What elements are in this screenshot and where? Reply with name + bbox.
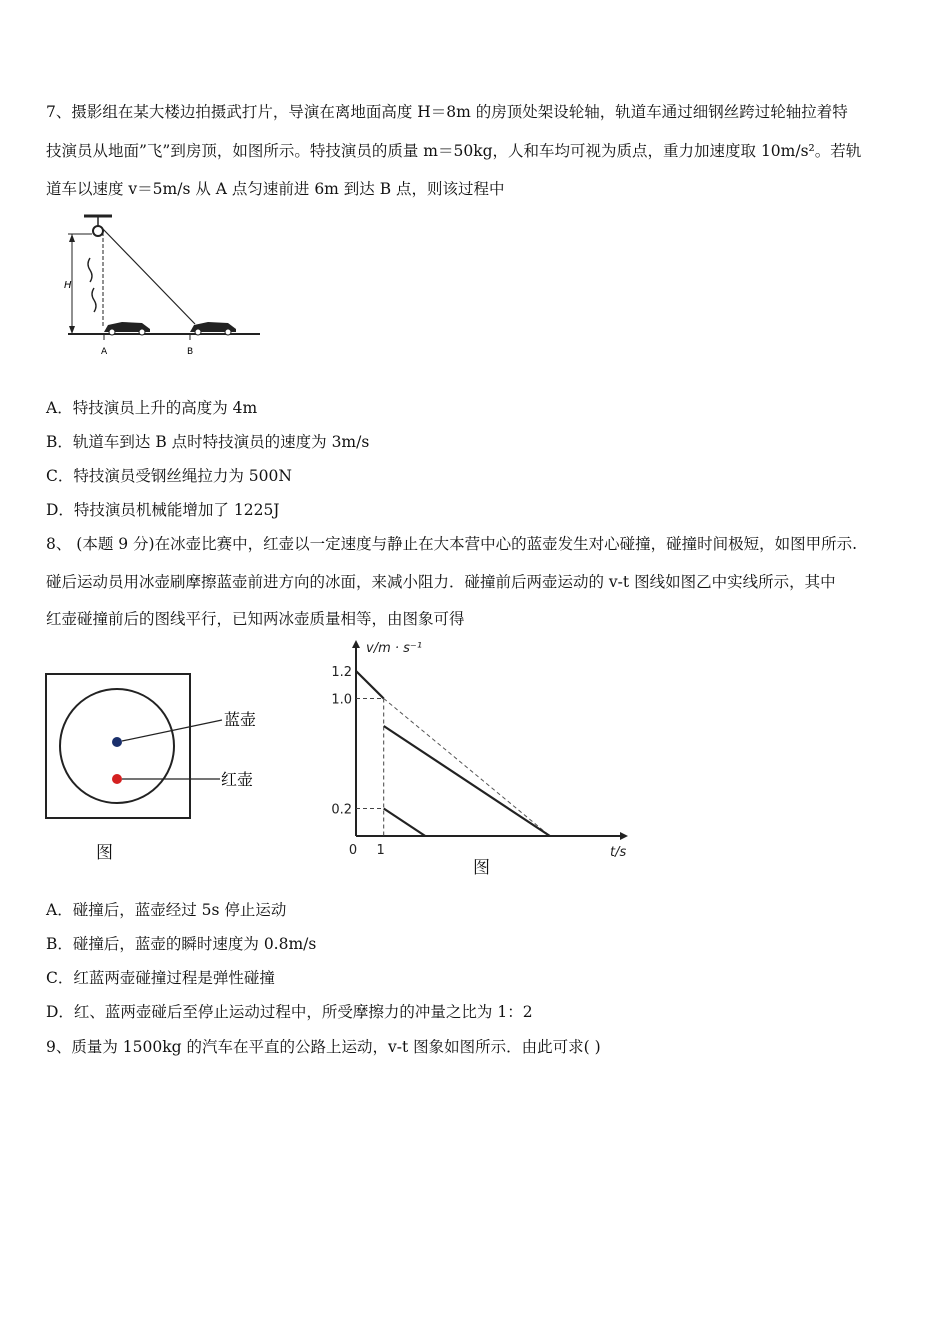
curling-house-figure	[44, 672, 274, 824]
pulley-icon	[93, 226, 103, 236]
q7-figure	[62, 212, 267, 362]
vt-chart	[320, 636, 640, 866]
x-tick-1: 1	[376, 843, 385, 858]
series-red-after	[384, 809, 426, 837]
x-axis-label: t/s	[610, 845, 627, 860]
q8-option-d: D．红、蓝两壶碰后至停止运动过程中，所受摩擦力的冲量之比为 1：2	[46, 1003, 533, 1021]
blue-stone-label: 蓝壶	[224, 710, 257, 729]
red-stone-icon	[112, 774, 122, 784]
stuntman-icon	[88, 258, 96, 312]
q8-option-a: A．碰撞后，蓝壶经过 5s 停止运动	[46, 901, 287, 919]
x-tick-0: 0	[348, 843, 358, 858]
series-blue-after	[384, 726, 550, 836]
q7-option-c: C．特技演员受钢丝绳拉力为 500N	[46, 467, 292, 485]
y-tick-1.2: 1.2	[331, 665, 352, 680]
q8-line-3: 红壶碰撞前后的图线平行，已知两冰壶质量相等，由图象可得	[46, 610, 465, 628]
series-red-before	[356, 671, 384, 699]
blue-stone-icon	[112, 737, 122, 747]
fig-right-caption: 图	[473, 858, 490, 878]
q7-line-2: 技演员从地面”飞”到房顶，如图所示。特技演员的质量 m＝50kg，人和车均可视为质点，重力加速度取 10m/s²。若轨	[46, 142, 862, 160]
label-a: A	[101, 347, 108, 357]
q7-line-3: 道车以速度 v＝5m/s 从 A 点匀速前进 6m 到达 B 点，则该过程中	[46, 180, 505, 198]
label-b: B	[187, 347, 194, 357]
x-axis-arrow	[620, 832, 628, 840]
q7-option-a: A．特技演员上升的高度为 4m	[46, 399, 258, 417]
y-axis-arrow	[352, 640, 360, 648]
y-axis-label: v/m · s⁻¹	[366, 641, 422, 656]
q8-line-1: 8、 (本题 9 分)在冰壶比赛中，红壶以一定速度与静止在大本营中心的蓝壶发生对心碰撞，碰撞时间极短，如图甲所示.	[46, 535, 858, 553]
q7-option-b: B．轨道车到达 B 点时特技演员的速度为 3m/s	[46, 433, 370, 451]
q9-line-1: 9、质量为 1500kg 的汽车在平直的公路上运动，v-t 图象如图所示．由此可求( )	[46, 1038, 601, 1056]
fig-left-caption: 图	[96, 843, 113, 863]
label-h: H	[64, 280, 72, 291]
y-tick-0.2: 0.2	[331, 802, 352, 818]
q8-option-b: B．碰撞后，蓝壶的瞬时速度为 0.8m/s	[46, 935, 317, 953]
q7-option-d: D．特技演员机械能增加了 1225J	[46, 501, 280, 519]
red-stone-label: 红壶	[221, 770, 254, 789]
q7-line-1: 7、摄影组在某大楼边拍摄武打片，导演在离地面高度 H＝8m 的房顶处架设轮轴，轨道车通过细钢丝跨过轮轴拉着特	[46, 103, 848, 121]
q8-option-c: C．红蓝两壶碰撞过程是弹性碰撞	[46, 969, 275, 987]
y-tick-1.0: 1.0	[331, 692, 352, 708]
series-red-extension	[384, 699, 550, 837]
slanted-wire	[102, 228, 195, 324]
q8-line-2: 碰后运动员用冰壶刷摩擦蓝壶前进方向的冰面，来减小阻力．碰撞前后两壶运动的 v-t 图线如图乙中实线所示，其中	[46, 573, 836, 591]
